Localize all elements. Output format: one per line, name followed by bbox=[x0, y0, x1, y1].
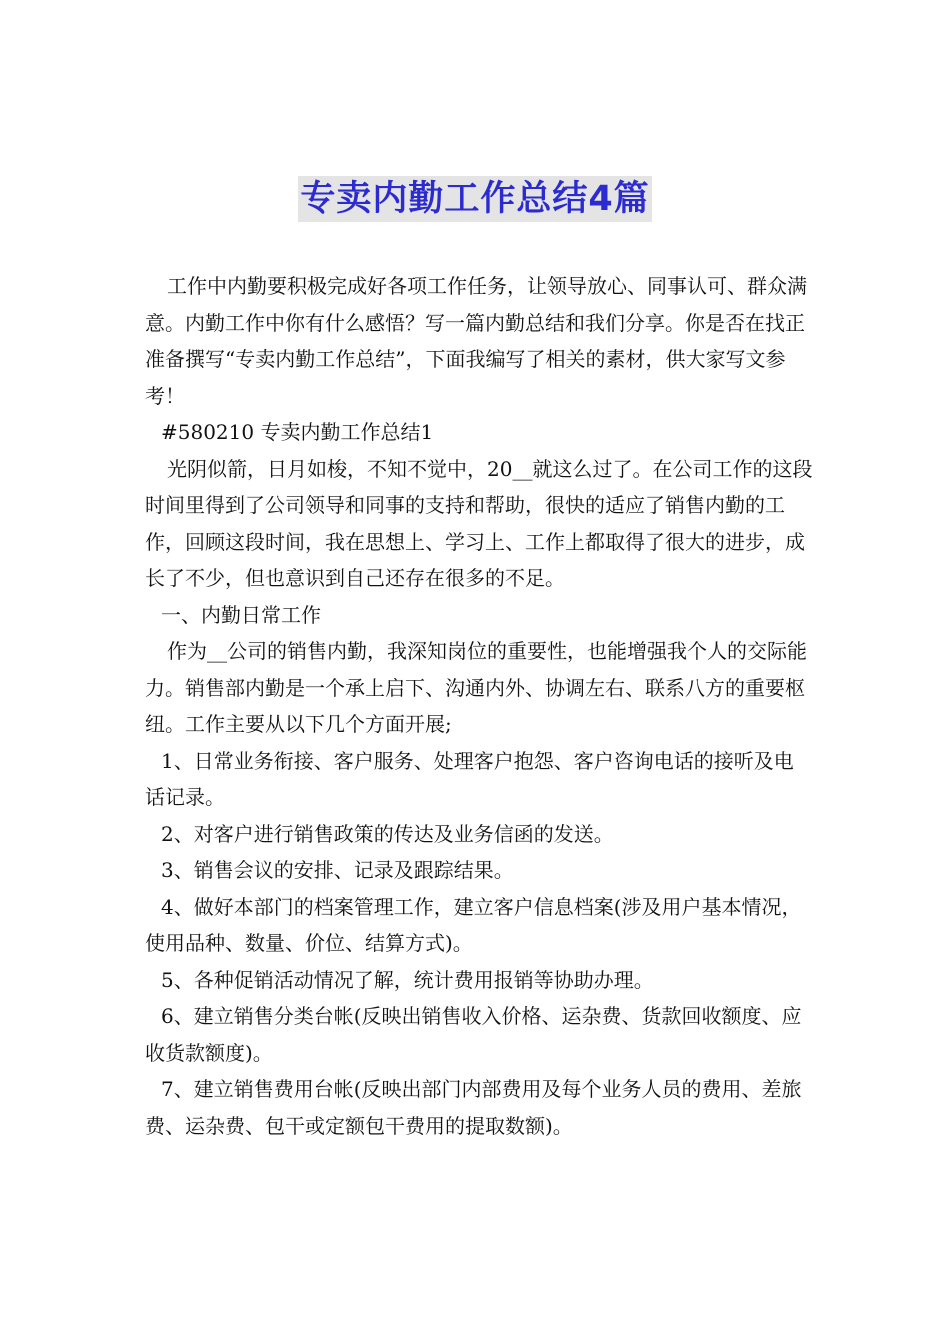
document-title: 专卖内勤工作总结4篇 bbox=[298, 176, 651, 222]
paragraph-role-description: 作为__公司的销售内勤，我深知岗位的重要性，也能增强我个人的交际能力。销售部内勤是一个承上启下、沟通内外、协调左右、联系八方的重要枢纽。工作主要从以下几个方面开展; bbox=[145, 639, 807, 736]
list-item-4: 4、做好本部门的档案管理工作，建立客户信息档案(涉及用户基本情况，使用品种、数量、价位、结算方式)。 bbox=[145, 894, 802, 955]
section-heading-1: #580210 专卖内勤工作总结1 bbox=[161, 420, 434, 444]
list-item-3: 3、销售会议的安排、记录及跟踪结果。 bbox=[161, 858, 514, 882]
list-item-2: 2、对客户进行销售政策的传达及业务信函的发送。 bbox=[161, 821, 614, 846]
title-container bbox=[0, 176, 950, 222]
intro-paragraph: 工作中内勤要积极完成好各项工作任务，让领导放心、同事认可、群众满意。内勤工作中你有什么感悟？写一篇内勤总结和我们分享。你是否在找正准备撰写“专卖内勤工作总结”，下面我编写了相关的素材，供大家写文参考！ bbox=[145, 274, 807, 408]
list-item-7: 7、建立销售费用台帐(反映出部门内部费用及每个业务人员的费用、差旅费、运杂费、包干或定额包干费用的提取数额)。 bbox=[145, 1077, 802, 1138]
list-item-5: 5、各种促销活动情况了解，统计费用报销等协助办理。 bbox=[161, 967, 654, 992]
subheading-daily-work: 一、内勤日常工作 bbox=[161, 602, 321, 627]
list-item-6: 6、建立销售分类台帐(反映出销售收入价格、运杂费、货款回收额度、应收货款额度)。 bbox=[145, 1004, 802, 1065]
document-body bbox=[145, 268, 813, 1144]
paragraph-summary-opening: 光阴似箭，日月如梭，不知不觉中，20__就这么过了。在公司工作的这段时间里得到了公司领导和同事的支持和帮助，很快的适应了销售内勤的工作，回顾这段时间，我在思想上、学习上、工作上都取得了很大的进步，成长了不少，但也意识到自己还存在很多的不足。 bbox=[145, 456, 813, 590]
list-item-1: 1、日常业务衔接、客户服务、处理客户抱怨、客户咨询电话的接听及电话记录。 bbox=[145, 748, 794, 809]
